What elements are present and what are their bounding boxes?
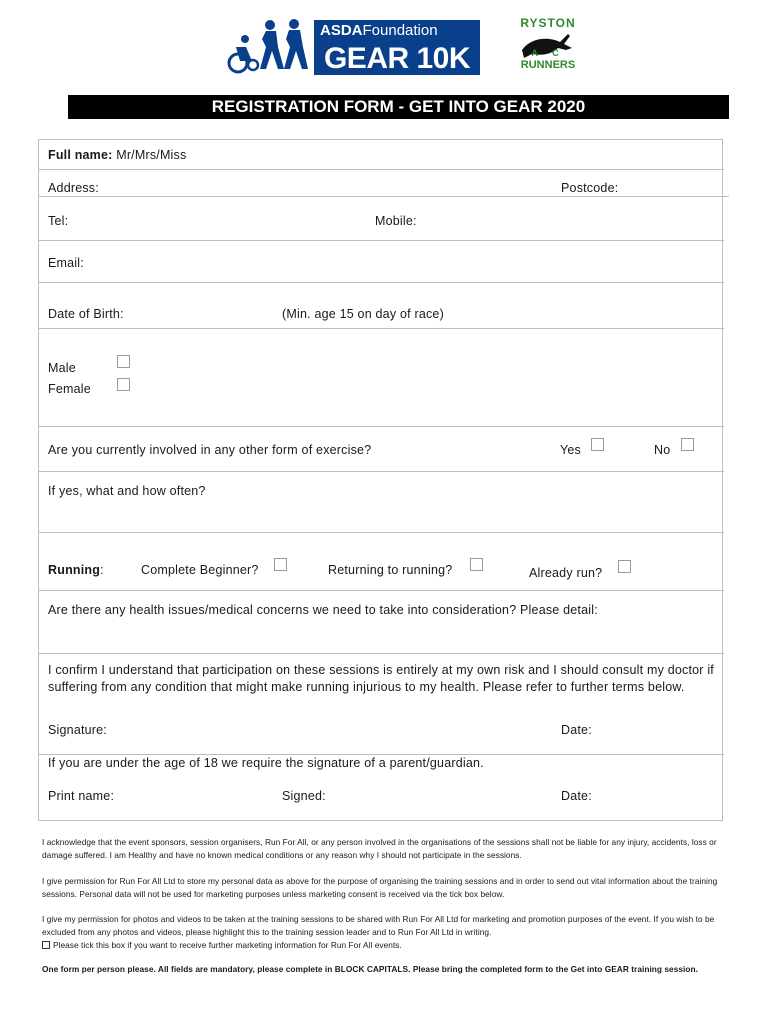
asda-brand: ASDA — [320, 22, 363, 39]
confirm-statement: I confirm I understand that participation on these sessions is entirely at my own risk and I should consult my doctor if suffering from any condition that might make running injurious to my health. Please refer to further terms below. — [48, 663, 714, 694]
no-label: No — [654, 443, 671, 457]
page-title: REGISTRATION FORM - GET INTO GEAR 2020 — [68, 95, 729, 119]
terms-data-permission: I give permission for Run For All Ltd to store my personal data as above for the purpose of organising the training sessions and in order to send out vital information about the training sessions. Personal data will not be used for marketing purposes unless marketing consent is received via the tick box below. — [42, 876, 718, 899]
postcode-label: Postcode: — [561, 181, 619, 195]
asda-foundation-badge — [314, 20, 480, 42]
email-label: Email: — [48, 256, 84, 270]
ryston-runners-logo — [514, 16, 580, 74]
if-yes-label: If yes, what and how often? — [48, 484, 206, 498]
gear-10k-text: GEAR 10K — [314, 42, 480, 75]
ryston-middle-text: A C — [531, 48, 565, 58]
running-label-colon: : — [100, 563, 104, 577]
terms-liability: I acknowledge that the event sponsors, session organisers, Run For All, or any person involved in the organisations of the sessions shall not be liable for any injury, accidents, loss or damage suffered. I am Healthy and have no known medical conditions or any reason why I should not participate in the sessions. — [42, 837, 717, 860]
mobile-label: Mobile: — [375, 214, 417, 228]
female-label: Female — [48, 382, 91, 396]
print-name-label: Print name: — [48, 789, 115, 803]
female-checkbox[interactable] — [117, 378, 130, 391]
asda-gear-10k-logo — [226, 17, 480, 75]
full-name-label: Full name: — [48, 148, 113, 162]
ryston-top-text: RYSTON — [520, 16, 576, 30]
yes-label: Yes — [560, 443, 581, 457]
beginner-label: Complete Beginner? — [141, 563, 259, 577]
exercise-no-checkbox[interactable] — [681, 438, 694, 451]
signed-label: Signed: — [282, 789, 326, 803]
exercise-question: Are you currently involved in any other form of exercise? — [48, 443, 372, 457]
marketing-consent-checkbox[interactable] — [42, 941, 50, 949]
returning-label: Returning to running? — [328, 563, 453, 577]
full-name-field[interactable] — [48, 148, 186, 162]
male-checkbox[interactable] — [117, 355, 130, 368]
male-label: Male — [48, 361, 76, 375]
marketing-consent[interactable] — [42, 939, 732, 952]
health-question: Are there any health issues/medical concerns we need to take into consideration? Please detail: — [48, 603, 598, 617]
exercise-yes-checkbox[interactable] — [591, 438, 604, 451]
under-18-note: If you are under the age of 18 we require the signature of a parent/guardian. — [48, 756, 484, 770]
ryston-bottom-text: RUNNERS — [520, 59, 576, 71]
address-label: Address: — [48, 181, 99, 195]
date-label: Date: — [561, 723, 592, 737]
returning-checkbox[interactable] — [470, 558, 483, 571]
running-label — [48, 563, 104, 577]
terms-photo-permission: I give my permission for photos and videos to be taken at the training sessions to be shared with Run For All Ltd for marketing and promotion purposes of the event. If you wish to be excluded from any photos and videos, please highlight this to the training session leader and to Run For All Ltd in writing. — [42, 914, 715, 937]
dob-label: Date of Birth: — [48, 307, 124, 321]
registration-form — [38, 139, 723, 821]
date-label-guardian: Date: — [561, 789, 592, 803]
terms-final-note: One form per person please. All fields are mandatory, please complete in BLOCK CAPITALS. Please bring the completed form to the Get into GEAR training session. — [42, 964, 699, 974]
beginner-checkbox[interactable] — [274, 558, 287, 571]
dob-note: (Min. age 15 on day of race) — [282, 307, 444, 321]
already-run-label: Already run? — [529, 566, 603, 580]
already-run-checkbox[interactable] — [618, 560, 631, 573]
signature-label: Signature: — [48, 723, 107, 737]
tel-label: Tel: — [48, 214, 69, 228]
running-label-text: Running — [48, 563, 101, 577]
marketing-consent-label: Please tick this box if you want to receive further marketing information for Run For All events. — [53, 940, 402, 950]
title-options: Mr/Mrs/Miss — [116, 148, 187, 162]
asda-brand-suffix: Foundation — [362, 22, 438, 39]
